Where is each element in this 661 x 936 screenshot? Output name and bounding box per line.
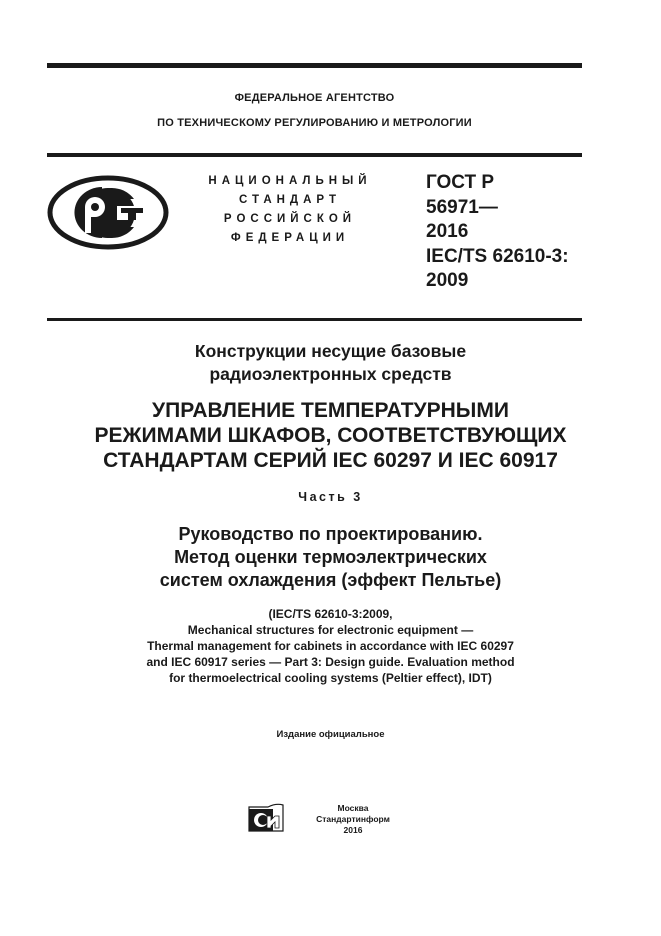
designation-bottom-rule	[47, 318, 582, 321]
publisher-info	[303, 803, 403, 836]
part-number: Часть 3	[298, 490, 363, 504]
part-subtitle: Руководство по проектированию. Метод оценки термоэлектрических систем охлаждения (эффект Пельтье)	[159, 524, 502, 590]
publisher-year: 2016	[343, 825, 363, 835]
national-standard-label: НАЦИОНАЛЬНЫЙ СТАНДАРТ РОССИЙСКОЙ ФЕДЕРАЦИИ	[208, 175, 372, 244]
international-reference: (IEC/TS 62610-3:2009, Mechanical structures for electronic equipment — Thermal management for cabinets in accordance with IEC 60297 and IEC 60917 series — Part 3: Design guide. Evaluation method for thermoelectrical cooling systems (Peltier effect), IDT)	[146, 607, 515, 685]
standartinform-logo-icon	[248, 803, 284, 833]
agency-name-line2: ПО ТЕХНИЧЕСКОМУ РЕГУЛИРОВАНИЮ И МЕТРОЛОГИИ	[157, 117, 472, 129]
edition-label: Издание официальное	[276, 729, 385, 740]
standard-designation: ГОСТ Р 56971— 2016 IEC/TS 62610-3: 2009	[426, 172, 569, 291]
general-title: Конструкции несущие базовые радиоэлектронных средств	[194, 341, 467, 384]
publisher-city: Москва	[337, 803, 369, 813]
agency-name-line1: ФЕДЕРАЛЬНОЕ АГЕНТСТВО	[234, 92, 395, 104]
gost-r-logo-icon	[47, 175, 169, 250]
main-title: УПРАВЛЕНИЕ ТЕМПЕРАТУРНЫМИ РЕЖИМАМИ ШКАФОВ, СООТВЕТСТВУЮЩИХ СТАНДАРТАМ СЕРИЙ IEC 60297 И IEC 60917	[94, 399, 567, 472]
header-bottom-rule	[47, 153, 582, 157]
top-rule	[47, 63, 582, 68]
publisher-name: Стандартинформ	[316, 814, 390, 824]
